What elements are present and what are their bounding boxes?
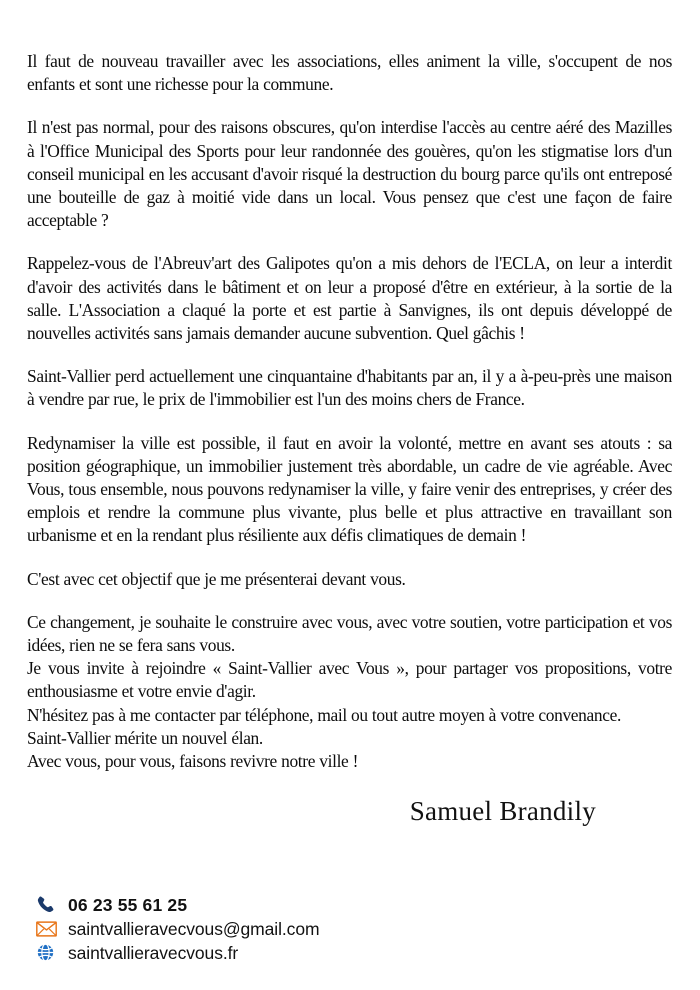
paragraph-invitation-line: Je vous invite à rejoindre « Saint-Vallier avec Vous », pour partager vos propositions, votre enthousiasme et votre envie d'agir. <box>27 658 672 702</box>
envelope-icon <box>36 918 60 940</box>
signature-name: Samuel Brandily <box>409 796 596 826</box>
website-url: saintvallieravecvous.fr <box>68 942 239 963</box>
paragraph-associations: Il faut de nouveau travailler avec les associations, elles animent la ville, s'occupent de nos enfants et sont une richesse pour la commune. <box>27 51 672 95</box>
phone-icon <box>36 894 60 916</box>
paragraph-closing-line: Avec vous, pour vous, faisons revivre notre ville ! <box>27 751 359 772</box>
paragraph-changement <box>27 611 672 773</box>
paragraph-changement-line-1: Ce changement, je souhaite le construire avec vous, avec votre soutien, votre participation et vos idées, rien ne se fera sans vous. <box>27 611 672 656</box>
paragraph-centre-aere: Il n'est pas normal, pour des raisons obscures, qu'on interdise l'accès au centre aéré des Mazilles à l'Office Municipal des Sports pour leur randonnée des gouères, qu'on les stigmatise lors d'un conseil municipal en les accusant d'avoir risqué la destruction du bourg parce qu'ils ont entreposé une bouteille de gaz à moitié vide dans un local. Vous pensez que c'est une façon de faire acceptable ? <box>27 117 672 231</box>
paragraph-demographie: Saint-Vallier perd actuellement une cinquantaine d'habitants par an, il y a à-peu-près une maison à vendre par rue, le prix de l'immobilier est l'un des moins chers de France. <box>27 366 672 410</box>
paragraph-contact-line: N'hésitez pas à me contacter par téléphone, mail ou tout autre moyen à votre convenance. <box>27 704 621 725</box>
contact-line-website[interactable] <box>36 941 656 964</box>
signature-row <box>27 795 672 827</box>
contact-line-phone[interactable] <box>36 893 656 916</box>
paragraph-abreuvart: Rappelez-vous de l'Abreuv'art des Galipotes qu'on a mis dehors de l'ECLA, on leur a interdit d'avoir des activités dans le bâtiment et on leur a proposé d'être en extérieur, à la sortie de la salle. L'Association a claqué la porte et est partie à Sanvignes, ils ont depuis développé de nouvelles activités sans jamais demander aucune subvention. Quel gâchis ! <box>27 253 672 344</box>
paragraph-elan-line: Saint-Vallier mérite un nouvel élan. <box>27 727 263 748</box>
contact-line-email[interactable] <box>36 917 656 940</box>
globe-icon <box>36 942 60 964</box>
phone-number: 06 23 55 61 25 <box>68 894 188 915</box>
paragraph-objectif: C'est avec cet objectif que je me présenterai devant vous. <box>27 568 406 589</box>
paragraph-redynamiser: Redynamiser la ville est possible, il faut en avoir la volonté, mettre en avant ses atouts : sa position géographique, un immobilier justement très abordable, un cadre de vie agréable. Avec Vous, tous ensemble, nous pouvons redynamiser la ville, y faire venir des entreprises, y créer des emplois et rendre la commune plus vivante, plus belle et plus attractive en travaillant son urbanisme et en la rendant plus résiliente aux défis climatiques de demain ! <box>27 432 672 546</box>
email-address: saintvallieravecvous@gmail.com <box>68 918 320 939</box>
contact-block <box>36 893 656 965</box>
letter-body <box>27 50 672 773</box>
